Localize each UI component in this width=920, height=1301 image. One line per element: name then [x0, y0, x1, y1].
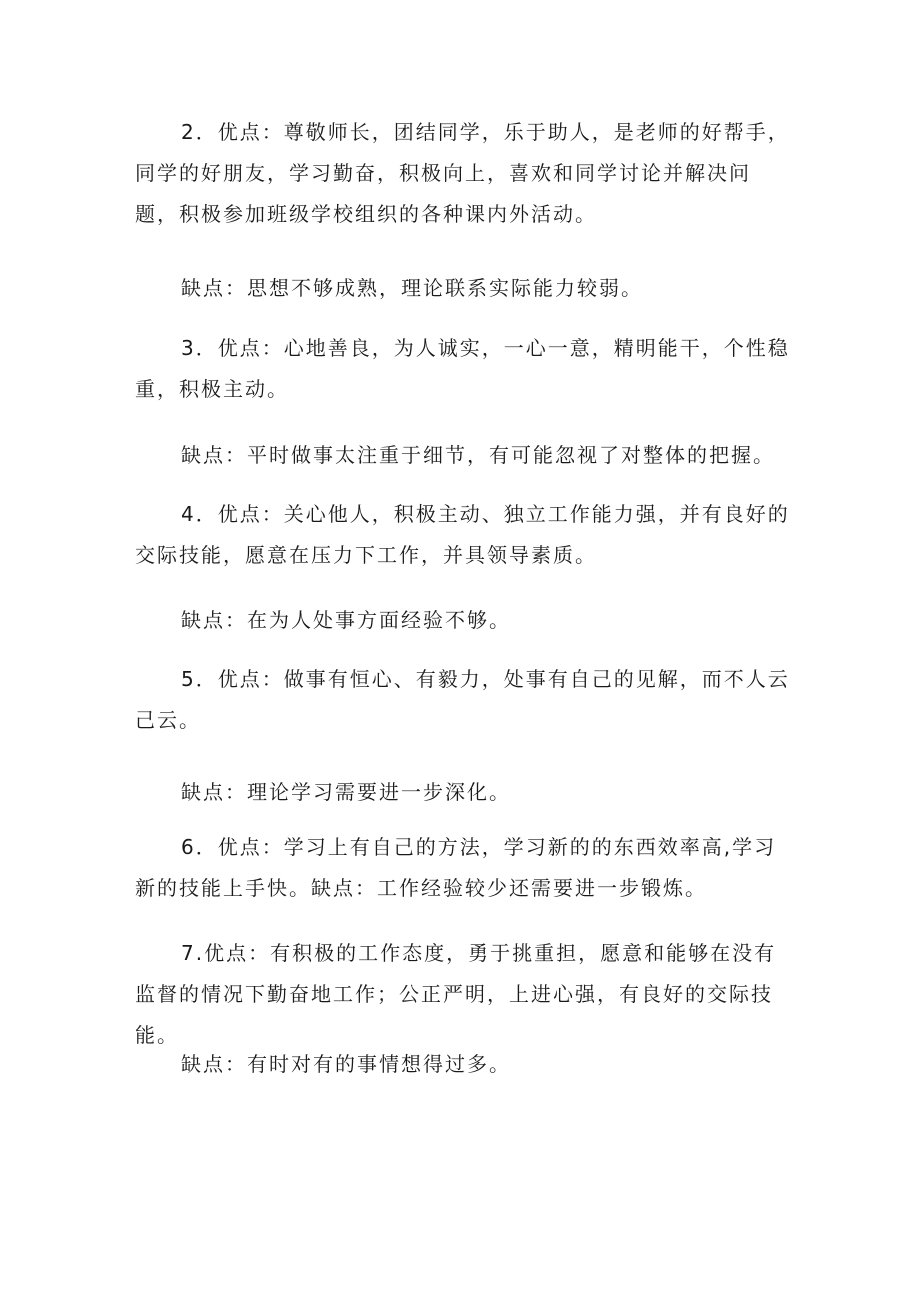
paragraph-7-weaknesses: 缺点：有时对有的事情想得过多。: [181, 1052, 511, 1076]
paragraph-3-weaknesses: 缺点：平时做事太注重于细节，有可能忽视了对整体的把握。: [181, 443, 775, 467]
paragraph-4-weaknesses: 缺点：在为人处事方面经验不够。: [181, 608, 511, 632]
paragraph-5-strengths: 5．优点：做事有恒心、有毅力，处事有自己的见解，而不人云己云。: [135, 667, 790, 732]
paragraph-6: 6．优点：学习上有自己的方法，学习新的的东西效率高,学习新的技能上手快。缺点：工作经验较少还需要进一步锻炼。: [135, 835, 777, 900]
paragraph-2-strengths: 2．优点：尊敬师长，团结同学，乐于助人，是老师的好帮手，同学的好朋友，学习勤奋，积极向上，喜欢和同学讨论并解决问题，积极参加班级学校组织的各种课内外活动。: [135, 120, 790, 226]
paragraph-2-weaknesses: 缺点：思想不够成熟，理论联系实际能力较弱。: [181, 276, 643, 300]
paragraph-7-strengths: 7.优点：有积极的工作态度，勇于挑重担，愿意和能够在没有监督的情况下勤奋地工作；公正严明，上进心强，有良好的交际技能。: [135, 941, 777, 1047]
paragraph-4-strengths: 4．优点：关心他人，积极主动、独立工作能力强，并有良好的交际技能，愿意在压力下工作，并具领导素质。: [135, 502, 790, 567]
paragraph-3-strengths: 3．优点：心地善良，为人诚实，一心一意，精明能干，个性稳重，积极主动。: [135, 336, 790, 401]
paragraph-5-weaknesses: 缺点：理论学习需要进一步深化。: [181, 780, 511, 804]
